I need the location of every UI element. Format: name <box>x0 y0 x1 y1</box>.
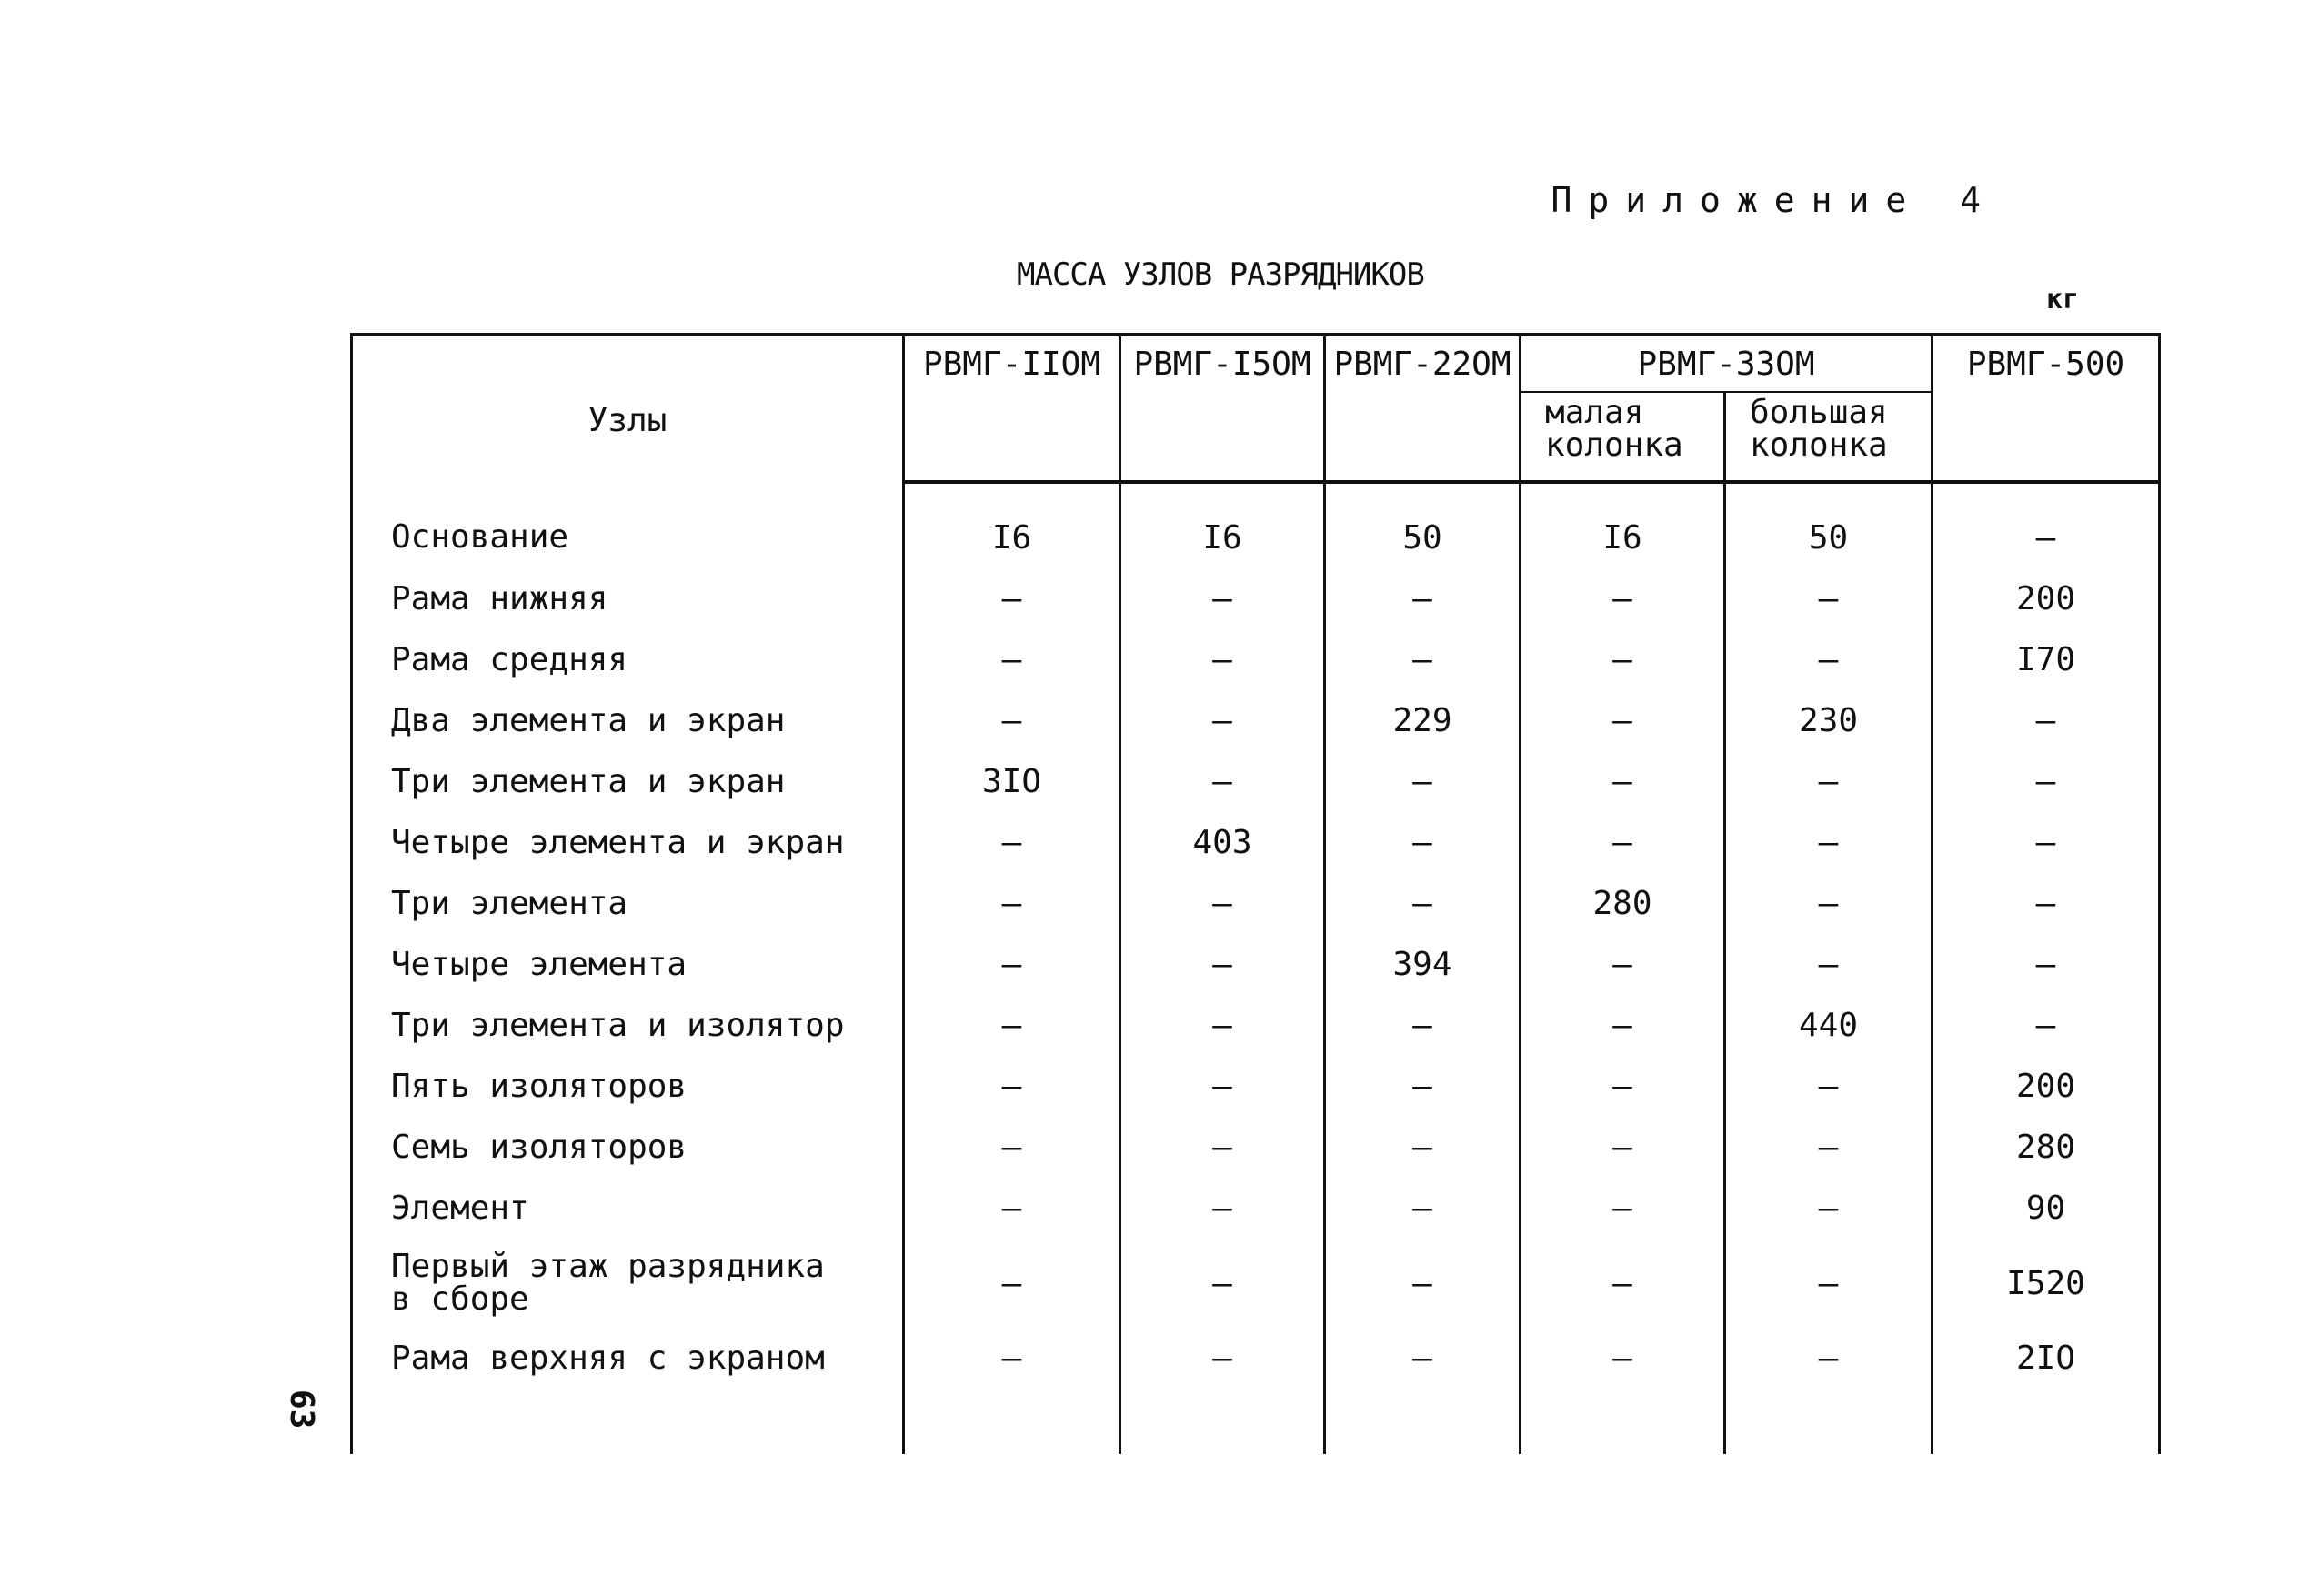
cell-value: – <box>904 1056 1120 1117</box>
cell-value: I6 <box>1521 482 1725 568</box>
cell-value: – <box>1521 1056 1725 1117</box>
cell-value: – <box>1120 1056 1325 1117</box>
cell-value: – <box>904 629 1120 690</box>
cell-value: I6 <box>904 482 1120 568</box>
cell-value: – <box>1120 690 1325 751</box>
cell-value: 50 <box>1725 482 1933 568</box>
table-row <box>352 1056 2160 1117</box>
cell-value: – <box>904 690 1120 751</box>
cell-value: – <box>1120 1178 1325 1239</box>
table-row <box>352 482 2160 568</box>
cell-value: – <box>1521 934 1725 995</box>
table-title: МАССА УЗЛОВ РАЗРЯДНИКОВ <box>1017 256 1424 293</box>
cell-value: – <box>1325 995 1521 1056</box>
cell-value: 280 <box>1521 873 1725 934</box>
cell-value: – <box>1325 1056 1521 1117</box>
cell-value: 200 <box>1933 568 2160 629</box>
row-name: Рама верхняя с экраном <box>352 1328 904 1454</box>
cell-value: – <box>1933 751 2160 812</box>
cell-value: – <box>1325 1117 1521 1178</box>
cell-value: – <box>904 873 1120 934</box>
cell-value: I6 <box>1120 482 1325 568</box>
cell-value: 280 <box>1933 1117 2160 1178</box>
cell-value: 403 <box>1120 812 1325 873</box>
cell-value: – <box>1521 690 1725 751</box>
unit-label: кг <box>2046 284 2080 316</box>
cell-value: – <box>1120 1239 1325 1328</box>
cell-value: – <box>1325 812 1521 873</box>
table-row <box>352 995 2160 1056</box>
table-row <box>352 812 2160 873</box>
cell-value: – <box>904 1178 1120 1239</box>
row-name: Четыре элемента и экран <box>352 812 904 873</box>
cell-value: – <box>1521 751 1725 812</box>
side-page-number: 63 <box>283 1390 320 1430</box>
cell-value: – <box>1325 1239 1521 1328</box>
cell-value: – <box>1521 1117 1725 1178</box>
cell-value: – <box>1325 1178 1521 1239</box>
cell-value: – <box>904 812 1120 873</box>
table-row <box>352 934 2160 995</box>
cell-value: – <box>1725 873 1933 934</box>
header-nodes: Узлы <box>352 335 904 482</box>
cell-value: – <box>1325 629 1521 690</box>
cell-value: 229 <box>1325 690 1521 751</box>
cell-value: – <box>1725 1117 1933 1178</box>
cell-value: – <box>1521 995 1725 1056</box>
cell-value: – <box>1933 482 2160 568</box>
table-row <box>352 1328 2160 1454</box>
header-col-1-blank <box>904 392 1120 482</box>
cell-value: – <box>1325 751 1521 812</box>
row-name: Четыре элемента <box>352 934 904 995</box>
header-col-1: РВМГ-IIOM <box>904 335 1120 392</box>
header-row-top <box>352 335 2160 392</box>
cell-value: – <box>1521 812 1725 873</box>
row-name: Основание <box>352 482 904 568</box>
cell-value: – <box>1120 873 1325 934</box>
cell-value: – <box>1120 1328 1325 1454</box>
table-row <box>352 690 2160 751</box>
header-col-3: РВМГ-22OM <box>1325 335 1521 392</box>
header-col-3-blank <box>1325 392 1521 482</box>
cell-value: – <box>1933 934 2160 995</box>
cell-value: – <box>1725 1178 1933 1239</box>
cell-value: – <box>1120 629 1325 690</box>
table-row <box>352 751 2160 812</box>
cell-value: – <box>1725 629 1933 690</box>
cell-value: – <box>1325 873 1521 934</box>
cell-value: – <box>1325 1328 1521 1454</box>
table-row <box>352 1178 2160 1239</box>
header-col-2: РВМГ-I5OM <box>1120 335 1325 392</box>
cell-value: – <box>1120 568 1325 629</box>
table-row <box>352 1239 2160 1328</box>
cell-value: – <box>1725 751 1933 812</box>
header-col-4b: большая колонка <box>1725 392 1933 482</box>
header-col-5-blank <box>1933 392 2160 482</box>
cell-value: – <box>904 934 1120 995</box>
cell-value: – <box>1521 1239 1725 1328</box>
cell-value: – <box>1521 1328 1725 1454</box>
cell-value: 2IO <box>1933 1328 2160 1454</box>
cell-value: 200 <box>1933 1056 2160 1117</box>
cell-value: – <box>1933 812 2160 873</box>
cell-value: 394 <box>1325 934 1521 995</box>
cell-value: – <box>904 568 1120 629</box>
cell-value: – <box>1933 690 2160 751</box>
table-row <box>352 629 2160 690</box>
cell-value: – <box>1325 568 1521 629</box>
cell-value: 50 <box>1325 482 1521 568</box>
cell-value: – <box>1120 751 1325 812</box>
cell-value: – <box>1521 568 1725 629</box>
cell-value: – <box>1725 1056 1933 1117</box>
cell-value: I520 <box>1933 1239 2160 1328</box>
cell-value: – <box>1725 1328 1933 1454</box>
cell-value: – <box>1120 934 1325 995</box>
row-name: Три элемента и изолятор <box>352 995 904 1056</box>
cell-value: – <box>1933 873 2160 934</box>
cell-value: – <box>1725 568 1933 629</box>
table-row <box>352 873 2160 934</box>
header-col-4-group: РВМГ-33OM <box>1521 335 1933 392</box>
cell-value: – <box>904 1328 1120 1454</box>
cell-value: – <box>1521 1178 1725 1239</box>
cell-value: – <box>904 1239 1120 1328</box>
header-col-5: РВМГ-500 <box>1933 335 2160 392</box>
row-name: Семь изоляторов <box>352 1117 904 1178</box>
cell-value: – <box>1725 934 1933 995</box>
cell-value: – <box>1933 995 2160 1056</box>
cell-value: – <box>904 995 1120 1056</box>
row-name: Рама нижняя <box>352 568 904 629</box>
cell-value: – <box>1725 812 1933 873</box>
cell-value: 3IO <box>904 751 1120 812</box>
table-row <box>352 1117 2160 1178</box>
row-name: Рама средняя <box>352 629 904 690</box>
row-name: Элемент <box>352 1178 904 1239</box>
cell-value: – <box>1120 995 1325 1056</box>
appendix-label: Приложение 4 <box>1551 180 1997 220</box>
row-name: Три элемента и экран <box>352 751 904 812</box>
header-col-2-blank <box>1120 392 1325 482</box>
cell-value: I70 <box>1933 629 2160 690</box>
cell-value: 90 <box>1933 1178 2160 1239</box>
cell-value: – <box>1120 1117 1325 1178</box>
table-row <box>352 568 2160 629</box>
row-name: Два элемента и экран <box>352 690 904 751</box>
cell-value: – <box>1725 1239 1933 1328</box>
row-name: Пять изоляторов <box>352 1056 904 1117</box>
header-col-4a: малая колонка <box>1521 392 1725 482</box>
cell-value: – <box>1521 629 1725 690</box>
cell-value: 230 <box>1725 690 1933 751</box>
row-name: Первый этаж разрядника в сборе <box>352 1239 904 1328</box>
cell-value: 440 <box>1725 995 1933 1056</box>
row-name: Три элемента <box>352 873 904 934</box>
mass-table <box>350 333 2161 1454</box>
cell-value: – <box>904 1117 1120 1178</box>
table-body <box>352 482 2160 1454</box>
